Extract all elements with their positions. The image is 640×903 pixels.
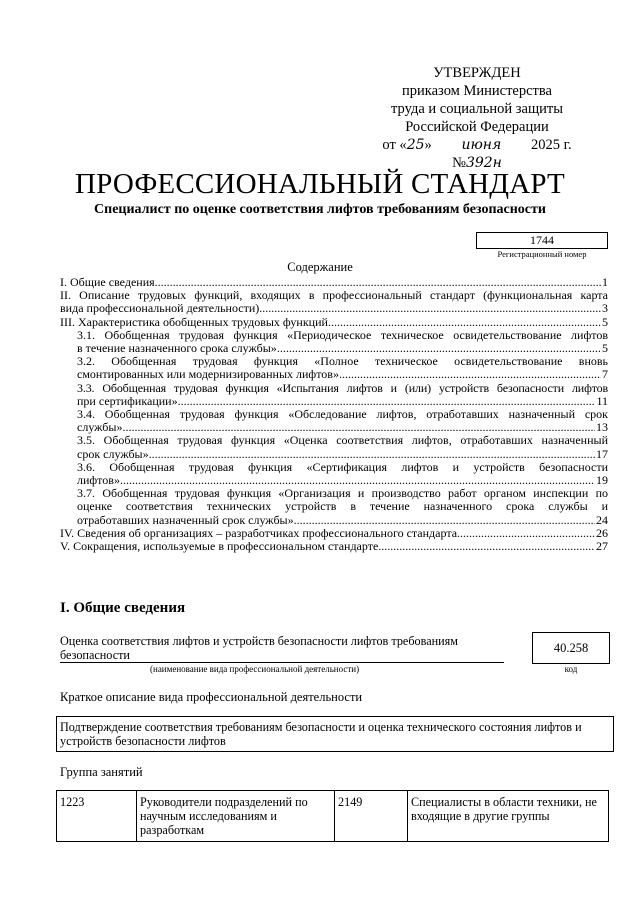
group-code-cell: 2149: [335, 791, 408, 842]
approval-block: [358, 64, 596, 172]
toc-entry-3-5[interactable]: 3.5. Обобщенная трудовая функция «Оценка соответствия лифтов, отработавших назначенный срок службы» ..... 17: [60, 434, 608, 460]
registration-number-label: Регистрационный номер: [497, 249, 587, 259]
toc-title: Содержание: [287, 260, 353, 274]
approval-line-1: УТВЕРЖДЕН: [433, 65, 521, 81]
date-year: 2025 г. №: [452, 137, 572, 171]
table-row: [57, 791, 609, 842]
date-mid: »: [424, 137, 432, 153]
toc-entry-3-3[interactable]: 3.3. Обобщенная трудовая функция «Испытания лифтов и (или) устройств безопасности лифтов при сертификации» ..... 11: [60, 382, 608, 408]
toc-entry-3-7[interactable]: 3.7. Обобщенная трудовая функция «Организация и производство работ органом инспекции по оценке соответствия технических устройств в течение назначенного срока службы и отработавших назначенный срок службы» ..... 24: [60, 487, 608, 527]
approval-line-4: Российской Федерации: [405, 119, 549, 135]
approval-date-line: [358, 136, 596, 172]
toc-entry-3-6[interactable]: 3.6. Обобщенная трудовая функция «Сертификация лифтов и устройств безопасности лифтов» ..... 19: [60, 461, 608, 487]
toc-entry-iii[interactable]: III. Характеристика обобщенных трудовых функций ..... 5: [60, 316, 608, 329]
toc-entry-3-1[interactable]: 3.1. Обобщенная трудовая функция «Периодическое техническое освидетельствование лифтов в течение назначенного срока службы» ..... 5: [60, 329, 608, 355]
table-of-contents: [60, 276, 608, 553]
activity-code-label: код: [564, 664, 578, 674]
document-title: ПРОФЕССИОНАЛЬНЫЙ СТАНДАРТ: [75, 168, 565, 200]
toc-entry-ii[interactable]: II. Описание трудовых функций, входящих в профессиональный стандарт (функциональная карта вида профессиональной деятельности) ..... 3: [60, 289, 608, 315]
group-name-cell: Руководители подразделений по научным исследованиям и разработкам: [137, 791, 335, 842]
toc-entry-3-2[interactable]: 3.2. Обобщенная трудовая функция «Полное техническое освидетельствование вновь смонтированных или модернизированных лифтов» ..... 7: [60, 355, 608, 381]
toc-entry-i[interactable]: I. Общие сведения ..... 1: [60, 276, 608, 289]
occupation-group-heading: Группа занятий: [60, 765, 143, 779]
document-subtitle: Специалист по оценке соответствия лифтов требованиям безопасности: [94, 202, 546, 217]
occupation-group-table: [56, 790, 609, 842]
group-name-cell: Специалисты в области техники, не входящие в другие группы: [408, 791, 609, 842]
toc-entry-3-4[interactable]: 3.4. Обобщенная трудовая функция «Обследование лифтов, отработавших назначенный срок службы» ..... 13: [60, 408, 608, 434]
approval-line-2: приказом Министерства: [402, 83, 552, 99]
date-month: июня: [461, 137, 502, 153]
brief-description-heading: Краткое описание вида профессиональной деятельности: [60, 690, 363, 704]
toc-entry-iv[interactable]: IV. Сведения об организациях – разработчиках профессионального стандарта ..... 26: [60, 527, 608, 540]
toc-entry-v[interactable]: V. Сокращения, используемые в профессиональном стандарте ..... 27: [60, 540, 608, 553]
brief-description-box: Подтверждение соответствия требованиям безопасности и оценка технического состояния лифтов и устройств безопасности лифтов: [56, 716, 614, 752]
activity-kind-underline: [60, 662, 504, 663]
registration-number-box: 1744: [476, 232, 608, 249]
order-number: 392н: [465, 155, 502, 171]
section-heading-general: I. Общие сведения: [60, 600, 186, 616]
activity-code-box: 40.258: [532, 632, 610, 664]
date-prefix: от «: [382, 137, 407, 153]
date-day: 25: [406, 137, 425, 153]
approval-line-3: труда и социальной защиты: [391, 101, 563, 117]
activity-kind-name: Оценка соответствия лифтов и устройств безопасности лифтов требованиям безопасности: [60, 634, 458, 662]
activity-kind-caption: (наименование вида профессиональной деятельности): [150, 664, 360, 674]
group-code-cell: 1223: [57, 791, 137, 842]
